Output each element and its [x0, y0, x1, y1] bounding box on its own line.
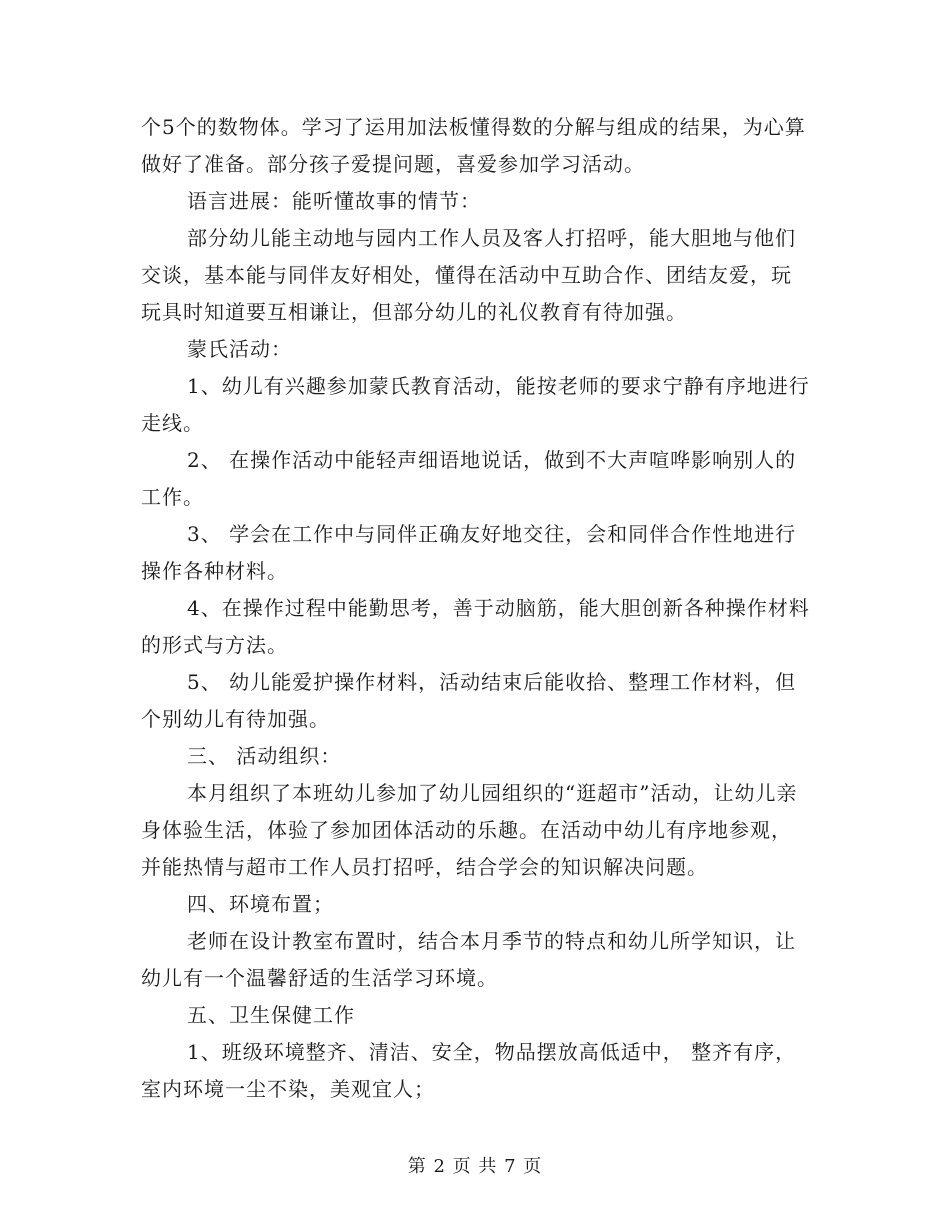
paragraph-14: 五、卫生保健工作	[187, 1003, 355, 1027]
paragraph-13: 老师在设计教室布置时，结合本月季节的特点和幼儿所学知识，让幼儿有一个温馨舒适的生活学习环境。	[141, 929, 796, 990]
paragraph-1: 个5个的数物体。学习了运用加法板懂得数的分解与组成的结果，为心算做好了准备。部分孩子爱提问题，喜爱参加学习活动。	[141, 115, 806, 176]
paragraph-8: 4、在操作过程中能勤思考，善于动脑筋，能大胆创新各种操作材料的形式与方法。	[141, 596, 810, 657]
paragraph-15: 1、班级环境整齐、清洁、安全，物品摆放高低适中， 整齐有序，室内环境一尘不染，美观宜人；	[141, 1040, 797, 1101]
paragraph-9: 5、 幼儿能爱护操作材料，活动结束后能收拾、整理工作材料，但个别幼儿有待加强。	[141, 670, 797, 731]
document-body	[141, 109, 811, 1108]
paragraph-5: 1、幼儿有兴趣参加蒙氏教育活动，能按老师的要求宁静有序地进行走线。	[141, 374, 810, 435]
paragraph-3: 部分幼儿能主动地与园内工作人员及客人打招呼，能大胆地与他们交谈，基本能与同伴友好相处，懂得在活动中互助合作、团结友爱，玩玩具时知道要互相谦让，但部分幼儿的礼仪教育有待加强。	[141, 226, 796, 324]
paragraph-4: 蒙氏活动：	[187, 337, 292, 361]
page-number-footer: 第 2 页 共 7 页	[407, 1156, 543, 1177]
paragraph-6: 2、 在操作活动中能轻声细语地说话，做到不大声喧哗影响别人的工作。	[141, 448, 797, 509]
paragraph-12: 四、环境布置；	[187, 892, 334, 916]
paragraph-7: 3、 学会在工作中与同伴正确友好地交往，会和同伴合作性地进行操作各种材料。	[141, 522, 797, 583]
paragraph-10: 三、 活动组织：	[187, 744, 342, 768]
paragraph-2: 语言进展：能听懂故事的情节：	[187, 189, 481, 213]
paragraph-11: 本月组织了本班幼儿参加了幼儿园组织的“逛超市”活动，让幼儿亲身体验生活，体验了参加团体活动的乐趣。在活动中幼儿有序地参观，并能热情与超市工作人员打招呼，结合学会的知识解决问题。	[141, 781, 798, 879]
